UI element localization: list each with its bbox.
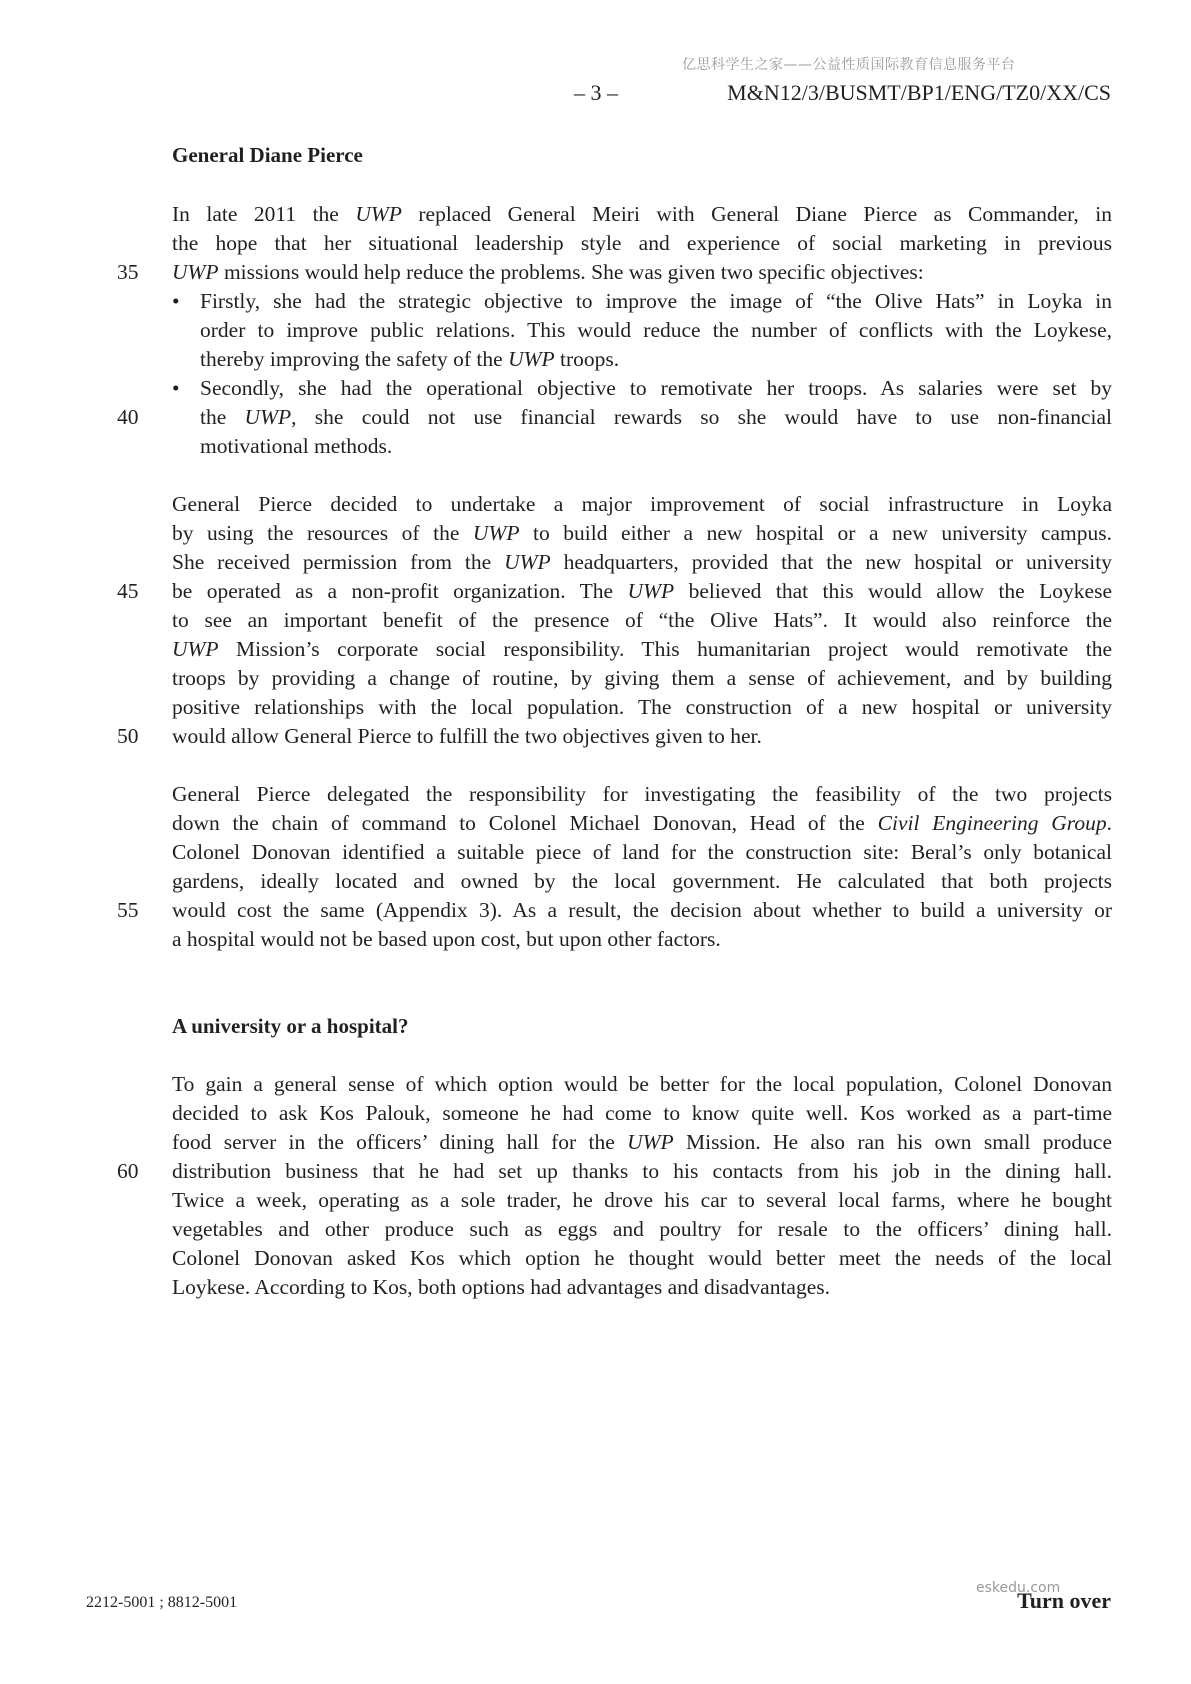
paragraph-line: gardens, ideally located and owned by the local government. He calculated that both projects	[172, 869, 1112, 893]
paragraph-line: Colonel Donovan asked Kos which option he thought would better meet the needs of the local	[172, 1246, 1112, 1270]
paragraph-line: General Pierce decided to undertake a major improvement of social infrastructure in Loyka	[172, 492, 1112, 516]
paragraph-line: be operated as a non-profit organization. The UWP believed that this would allow the Loykese	[172, 579, 1112, 603]
paragraph-line: distribution business that he had set up thanks to his contacts from his job in the dining hall.	[172, 1159, 1112, 1183]
paper-code: M&N12/3/BUSMT/BP1/ENG/TZ0/XX/CS	[727, 80, 1111, 105]
section-heading-general-diane-pierce: General Diane Pierce	[172, 143, 363, 167]
paragraph-line: would allow General Pierce to fulfill the two objectives given to her.	[172, 724, 762, 748]
paragraph-line: by using the resources of the UWP to build either a new hospital or a new university campus.	[172, 521, 1112, 545]
line-number: 55	[117, 898, 139, 922]
line-number: 45	[117, 579, 139, 603]
paragraph-line: decided to ask Kos Palouk, someone he had come to know quite well. Kos worked as a part-time	[172, 1101, 1112, 1125]
bullet-line: the UWP, she could not use financial rewards so she would have to use non-financial	[200, 405, 1112, 429]
line-number: 60	[117, 1159, 139, 1183]
paragraph-line: troops by providing a change of routine, by giving them a sense of achievement, and by building	[172, 666, 1112, 690]
line-number: 40	[117, 405, 139, 429]
paragraph-line: Colonel Donovan identified a suitable piece of land for the construction site: Beral’s only botanical	[172, 840, 1112, 864]
paragraph-line: UWP missions would help reduce the problems. She was given two specific objectives:	[172, 260, 924, 284]
footer-paper-codes: 2212-5001 ; 8812-5001	[86, 1594, 238, 1611]
paragraph-line: In late 2011 the UWP replaced General Meiri with General Diane Pierce as Commander, in	[172, 202, 1112, 226]
paragraph-line: Loykese. According to Kos, both options had advantages and disadvantages.	[172, 1275, 830, 1299]
paragraph-line: the hope that her situational leadership style and experience of social marketing in previous	[172, 231, 1112, 255]
paragraph-line: food server in the officers’ dining hall for the UWP Mission. He also ran his own small produce	[172, 1130, 1112, 1154]
bullet-line: order to improve public relations. This would reduce the number of conflicts with the Loykese,	[200, 318, 1112, 342]
paragraph-line: UWP Mission’s corporate social responsibility. This humanitarian project would remotivate the	[172, 637, 1112, 661]
paragraph-line: To gain a general sense of which option would be better for the local population, Colonel Donovan	[172, 1072, 1112, 1096]
paragraph-line: She received permission from the UWP headquarters, provided that the new hospital or university	[172, 550, 1112, 574]
paragraph-line: Twice a week, operating as a sole trader, he drove his car to several local farms, where he bought	[172, 1188, 1112, 1212]
paragraph-line: would cost the same (Appendix 3). As a result, the decision about whether to build a university or	[172, 898, 1112, 922]
bullet-line: motivational methods.	[200, 434, 393, 458]
paragraph-line: to see an important benefit of the presence of “the Olive Hats”. It would also reinforce the	[172, 608, 1112, 632]
turn-over-label: Turn over	[1017, 1588, 1111, 1613]
bullet-line: thereby improving the safety of the UWP troops.	[200, 347, 620, 371]
paragraph-line: General Pierce delegated the responsibility for investigating the feasibility of the two projects	[172, 782, 1112, 806]
paragraph-line: down the chain of command to Colonel Michael Donovan, Head of the Civil Engineering Group.	[172, 811, 1112, 835]
bullet-marker: •	[172, 376, 180, 400]
paragraph-line: a hospital would not be based upon cost, but upon other factors.	[172, 927, 721, 951]
header-watermark: 亿思科学生之家——公益性质国际教育信息服务平台	[682, 57, 1016, 73]
footer-watermark: eskedu.com	[976, 1580, 1061, 1596]
paragraph-line: positive relationships with the local population. The construction of a new hospital or university	[172, 695, 1112, 719]
line-number: 50	[117, 724, 139, 748]
bullet-line: Secondly, she had the operational objective to remotivate her troops. As salaries were set by	[200, 376, 1112, 400]
section-heading-university-or-hospital: A university or a hospital?	[172, 1014, 409, 1038]
paragraph-line: vegetables and other produce such as eggs and poultry for resale to the officers’ dining hall.	[172, 1217, 1112, 1241]
page-number: – 3 –	[574, 80, 618, 105]
bullet-marker: •	[172, 289, 180, 313]
line-number: 35	[117, 260, 139, 284]
bullet-line: Firstly, she had the strategic objective to improve the image of “the Olive Hats” in Loyka in	[200, 289, 1112, 313]
